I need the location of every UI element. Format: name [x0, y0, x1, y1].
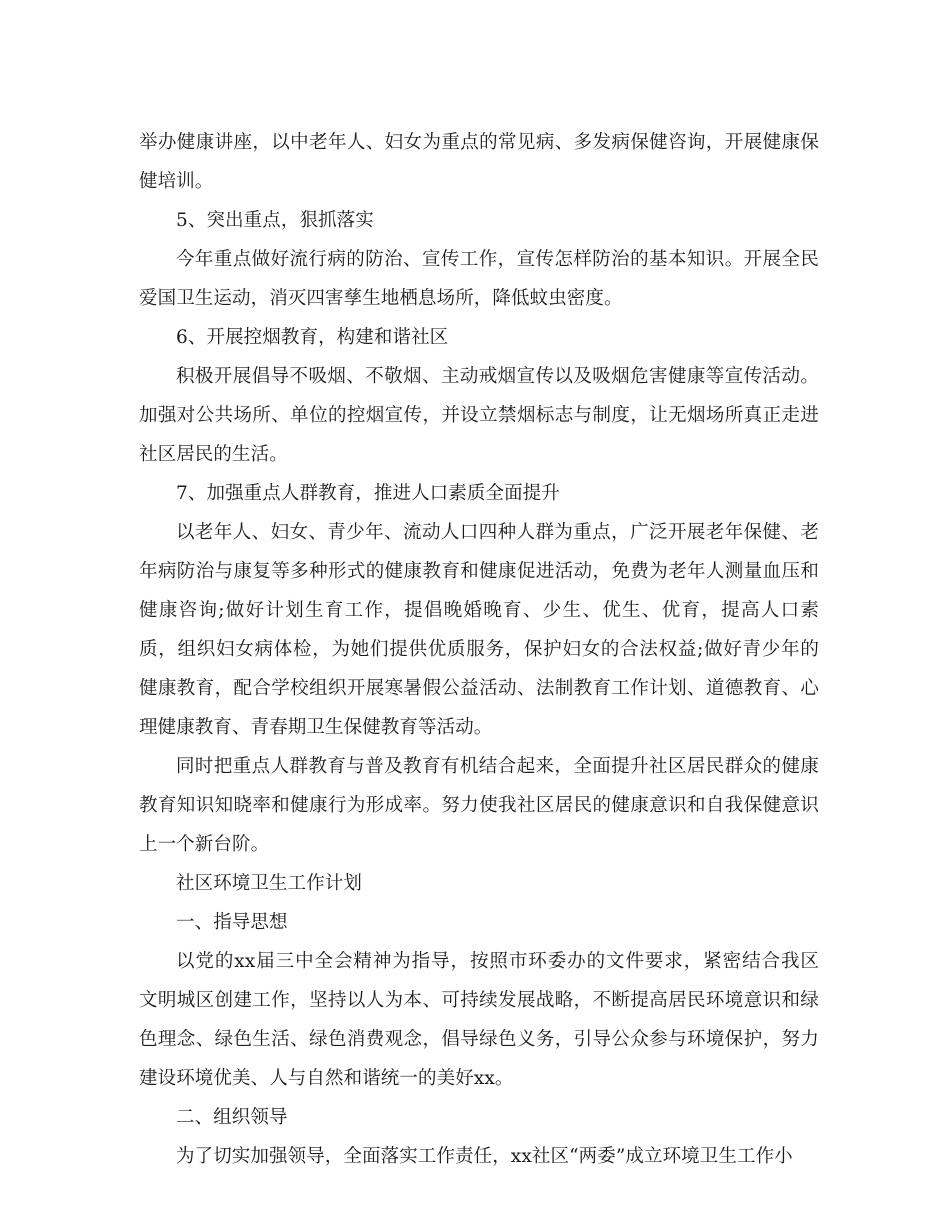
section-heading: 5、突出重点，狠抓落实	[176, 210, 374, 231]
section-heading: 二、组织领导	[176, 1107, 288, 1128]
body-text-line: 年病防治与康复等多种形式的健康教育和健康促进活动，免费为老年人测量血压和	[139, 561, 819, 582]
body-text-line: 文明城区创建工作，坚持以人为本、可持续发展战略，不断提高居民环境意识和绿	[139, 990, 819, 1011]
body-text-line: 以老年人、妇女、青少年、流动人口四种人群为重点，广泛开展老年保健、老	[176, 522, 819, 543]
body-text-line: 同时把重点人群教育与普及教育有机结合起来，全面提升社区居民群众的健康	[176, 756, 819, 777]
section-heading: 7、加强重点人群教育，推进人口素质全面提升	[176, 483, 560, 504]
section-heading: 一、指导思想	[176, 912, 288, 933]
body-text-line: 理健康教育、青春期卫生保健教育等活动。	[139, 717, 493, 738]
document-subtitle: 社区环境卫生工作计划	[176, 873, 363, 894]
body-text-line: 举办健康讲座，以中老年人、妇女为重点的常见病、多发病保健咨询，开展健康保	[139, 132, 819, 153]
section-heading: 6、开展控烟教育，构建和谐社区	[176, 327, 449, 348]
body-text-line: 今年重点做好流行病的防治、宣传工作，宣传怎样防治的基本知识。开展全民	[176, 249, 819, 270]
body-text-line: 健康咨询;做好计划生育工作，提倡晚婚晚育、少生、优生、优育，提高人口素	[139, 600, 819, 621]
body-text-line: 上一个新台阶。	[139, 834, 270, 855]
body-text-line: 教育知识知晓率和健康行为形成率。努力使我社区居民的健康意识和自我保健意识	[139, 795, 819, 816]
body-text-line: 色理念、绿色生活、绿色消费观念，倡导绿色义务，引导公众参与环境保护，努力	[139, 1029, 819, 1050]
body-text-line: 以党的xx届三中全会精神为指导，按照市环委办的文件要求，紧密结合我区	[176, 951, 819, 972]
body-text-line: 社区居民的生活。	[139, 444, 288, 465]
body-text-line: 质，组织妇女病体检，为她们提供优质服务，保护妇女的合法权益;做好青少年的	[139, 639, 819, 660]
body-text-line: 为了切实加强领导，全面落实工作责任，xx社区“两委”成立环境卫生工作小	[176, 1146, 793, 1167]
body-text-line: 健康教育，配合学校组织开展寒暑假公益活动、法制教育工作计划、道德教育、心	[139, 678, 819, 699]
body-text-line: 爱国卫生运动，消灭四害孳生地栖息场所，降低蚊虫密度。	[139, 288, 623, 309]
body-text-line: 健培训。	[139, 171, 214, 192]
body-text-line: 加强对公共场所、单位的控烟宣传，并设立禁烟标志与制度，让无烟场所真正走进	[139, 405, 819, 426]
body-text-line: 建设环境优美、人与自然和谐统一的美好xx。	[139, 1068, 514, 1089]
body-text-line: 积极开展倡导不吸烟、不敬烟、主动戒烟宣传以及吸烟危害健康等宣传活动。	[176, 366, 819, 387]
